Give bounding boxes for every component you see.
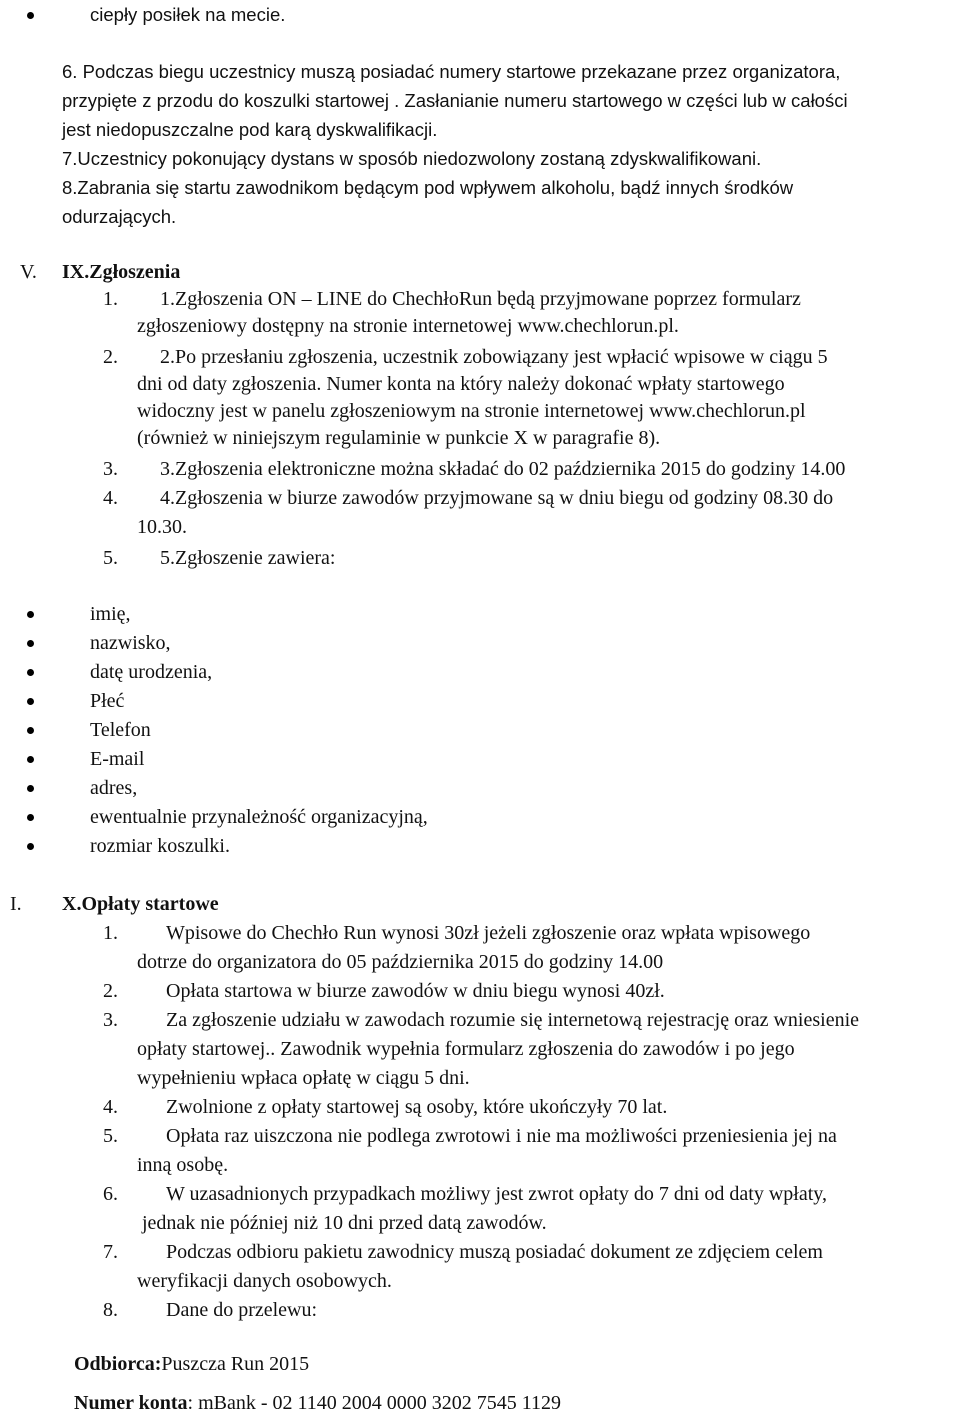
paragraph-6-line: 6. Podczas biegu uczestnicy muszą posiadać numery startowe przekazane przez organizatora,: [62, 61, 841, 82]
list-item-line: 3.Zgłoszenia elektroniczne można składać do 02 października 2015 do godziny 14.00: [160, 458, 846, 480]
bullet-dot: [27, 843, 34, 850]
recipient-label: Odbiorca:: [74, 1353, 162, 1375]
list-number: 1.: [103, 288, 118, 310]
section-heading: IX.Zgłoszenia: [62, 261, 181, 283]
list-item-line: Opłata startowa w biurze zawodów w dniu biegu wynosi 40zł.: [166, 980, 665, 1002]
bullet-dot: [27, 12, 34, 19]
bullet-text: Płeć: [90, 690, 125, 712]
bullet-text: nazwisko,: [90, 632, 171, 654]
list-item-line: Zwolnione z opłaty startowej są osoby, które ukończyły 70 lat.: [166, 1096, 668, 1118]
list-number: 4.: [103, 487, 118, 509]
list-item-line: jednak nie później niż 10 dni przed datą zawodów.: [142, 1212, 547, 1234]
list-item-line: 4.Zgłoszenia w biurze zawodów przyjmowane są w dniu biegu od godziny 08.30 do: [160, 487, 834, 509]
list-item-line: (również w niniejszym regulaminie w punkcie X w paragrafie 8).: [137, 427, 661, 449]
list-item-line: inną osobę.: [137, 1154, 229, 1176]
section-roman-number: V.: [20, 261, 37, 283]
paragraph-6-line: przypięte z przodu do koszulki startowej . Zasłanianie numeru startowego w części lub w całości: [62, 90, 848, 111]
bullet-text: Telefon: [90, 719, 151, 741]
bullet-dot: [27, 669, 34, 676]
bullet-dot: [27, 785, 34, 792]
recipient-line: [74, 1351, 309, 1377]
section-roman-number: I.: [10, 893, 22, 915]
list-item-line: dni od daty zgłoszenia. Numer konta na który należy dokonać wpłaty startowego: [137, 373, 785, 395]
list-item-line: Podczas odbioru pakietu zawodnicy muszą posiadać dokument ze zdjęciem celem: [166, 1241, 823, 1263]
list-item-line: wypełnieniu wpłaca opłatę w ciągu 5 dni.: [137, 1067, 470, 1089]
paragraph-8-line: 8.Zabrania się startu zawodnikom będącym pod wpływem alkoholu, bądź innych środków: [62, 177, 794, 198]
bullet-text: rozmiar koszulki.: [90, 835, 230, 857]
list-number: 3.: [103, 1009, 118, 1031]
bullet-text: E-mail: [90, 748, 145, 770]
account-line: [74, 1390, 561, 1416]
list-item-line: zgłoszeniowy dostępny na stronie internetowej www.chechlorun.pl.: [137, 315, 679, 337]
list-item-line: widoczny jest w panelu zgłoszeniowym na stronie internetowej www.chechlorun.pl: [137, 400, 806, 422]
list-number: 8.: [103, 1299, 118, 1321]
list-number: 5.: [103, 1125, 118, 1147]
paragraph-6-line: jest niedopuszczalne pod karą dyskwalifikacji.: [62, 119, 438, 140]
bullet-dot: [27, 814, 34, 821]
recipient-value: Puszcza Run 2015: [161, 1353, 310, 1375]
bullet-dot: [27, 727, 34, 734]
list-number: 7.: [103, 1241, 118, 1263]
list-item-line: opłaty startowej.. Zawodnik wypełnia formularz zgłoszenia do zawodów i po jego: [137, 1038, 795, 1060]
list-number: 1.: [103, 922, 118, 944]
list-item-line: Dane do przelewu:: [166, 1299, 318, 1321]
bullet-dot: [27, 698, 34, 705]
list-item-line: weryfikacji danych osobowych.: [137, 1270, 392, 1292]
list-item-line: 2.Po przesłaniu zgłoszenia, uczestnik zobowiązany jest wpłacić wpisowe w ciągu 5: [160, 346, 828, 368]
list-item-line: 1.Zgłoszenia ON – LINE do ChechłoRun będą przyjmowane poprzez formularz: [160, 288, 801, 310]
list-item-line: 5.Zgłoszenie zawiera:: [160, 547, 336, 569]
list-item-line: Za zgłoszenie udziału w zawodach rozumie się internetową rejestrację oraz wniesienie: [166, 1009, 860, 1031]
bullet-dot: [27, 611, 34, 618]
account-label: Numer konta: [74, 1392, 188, 1414]
paragraph-8-line: odurzających.: [62, 206, 177, 227]
bullet-text: imię,: [90, 603, 131, 625]
paragraph-7: 7.Uczestnicy pokonujący dystans w sposób niedozwolony zostaną zdyskwalifikowani.: [62, 148, 762, 169]
bullet-text: adres,: [90, 777, 138, 799]
list-number: 6.: [103, 1183, 118, 1205]
list-number: 2.: [103, 980, 118, 1002]
account-value: : mBank - 02 1140 2004 0000 3202 7545 1129: [187, 1392, 562, 1414]
bullet-text: ewentualnie przynależność organizacyjną,: [90, 806, 428, 828]
list-item-line: Wpisowe do Chechło Run wynosi 30zł jeżeli zgłoszenie oraz wpłata wpisowego: [166, 922, 811, 944]
bullet-text: datę urodzenia,: [90, 661, 213, 683]
list-number: 4.: [103, 1096, 118, 1118]
bullet-dot: [27, 640, 34, 647]
list-item-line: dotrze do organizatora do 05 października 2015 do godziny 14.00: [137, 951, 664, 973]
section-heading: X.Opłaty startowe: [62, 893, 219, 915]
list-number: 3.: [103, 458, 118, 480]
list-item-line: W uzasadnionych przypadkach możliwy jest zwrot opłaty do 7 dni od daty wpłaty,: [166, 1183, 827, 1205]
bullet-text: ciepły posiłek na mecie.: [90, 4, 286, 25]
list-number: 2.: [103, 346, 118, 368]
list-number: 5.: [103, 547, 118, 569]
list-item-line: Opłata raz uiszczona nie podlega zwrotowi i nie ma możliwości przeniesienia jej na: [166, 1125, 837, 1147]
bullet-dot: [27, 756, 34, 763]
list-item-line: 10.30.: [137, 516, 187, 538]
